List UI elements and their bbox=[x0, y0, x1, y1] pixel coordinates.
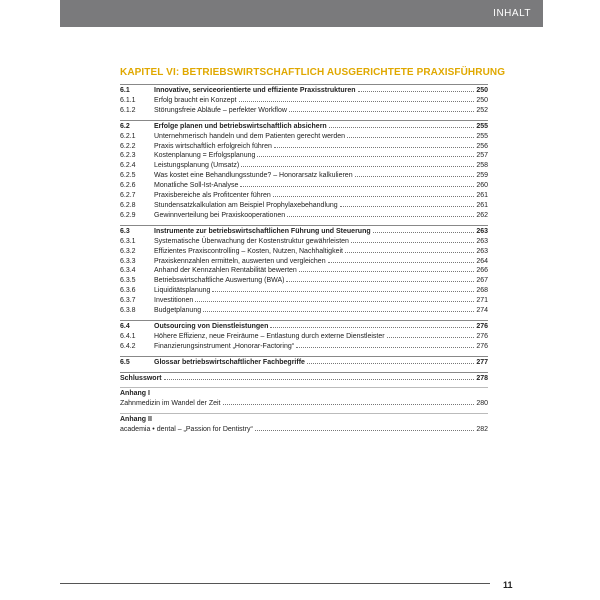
toc-number: 6.2.3 bbox=[120, 152, 136, 160]
toc-page: 271 bbox=[476, 297, 488, 305]
dot-leader bbox=[273, 196, 475, 197]
toc-section-heading bbox=[120, 122, 488, 132]
toc-title: Störungsfreie Abläufe – perfekter Workflow bbox=[154, 106, 287, 114]
dot-leader bbox=[257, 156, 474, 157]
dot-leader bbox=[296, 347, 474, 348]
appendix-title: Anhang I bbox=[120, 390, 150, 398]
toc-section-heading bbox=[120, 322, 488, 332]
toc-page: 250 bbox=[476, 96, 488, 104]
toc-number: 6.3.5 bbox=[120, 277, 136, 285]
toc-number: 6.4.2 bbox=[120, 342, 136, 350]
toc-entry bbox=[120, 247, 488, 257]
toc-title: Kostenplanung = Erfolgsplanung bbox=[154, 152, 256, 160]
toc-number: 6.2.6 bbox=[120, 182, 136, 190]
header-label: INHALT bbox=[493, 8, 531, 19]
toc-page: 267 bbox=[476, 277, 488, 285]
page-number: 11 bbox=[503, 580, 513, 590]
toc-section bbox=[120, 120, 488, 225]
toc-number: 6.2.4 bbox=[120, 162, 136, 170]
toc-number: 6.2.8 bbox=[120, 201, 136, 209]
dot-leader bbox=[164, 379, 475, 380]
dot-leader bbox=[212, 291, 474, 292]
dot-leader bbox=[270, 327, 474, 328]
toc-section-heading bbox=[120, 86, 488, 96]
toc-page: 260 bbox=[476, 182, 488, 190]
dot-leader bbox=[239, 101, 475, 102]
toc-page: 255 bbox=[476, 122, 488, 130]
toc-number: 6.3.6 bbox=[120, 287, 136, 295]
toc-entry bbox=[120, 257, 488, 267]
toc-title: Stundensatzkalkulation am Beispiel Prophylaxebehandlung bbox=[154, 201, 338, 209]
toc-appendix bbox=[120, 413, 488, 439]
toc-closing bbox=[120, 372, 488, 388]
toc-title: Gewinnverteilung bei Praxiskooperationen bbox=[154, 211, 286, 219]
toc-page: 277 bbox=[476, 358, 488, 366]
dot-leader bbox=[355, 176, 475, 177]
dot-leader bbox=[274, 147, 474, 148]
toc-number: 6.3.4 bbox=[120, 267, 136, 275]
toc-title: Anhand der Kennzahlen Rentabilität bewerten bbox=[154, 267, 297, 275]
toc-number: 6.2.2 bbox=[120, 142, 136, 150]
toc-title: Höhere Effizienz, neue Freiräume – Entlastung durch externe Dienstleister bbox=[154, 332, 385, 340]
toc-entry bbox=[120, 161, 488, 171]
toc-entry bbox=[120, 181, 488, 191]
chapter-title: KAPITEL VI: BETRIEBSWIRTSCHAFTLICH AUSGERICHTETE PRAXISFÜHRUNG bbox=[120, 67, 506, 78]
toc-number: 6.2.1 bbox=[120, 132, 136, 140]
toc-page: 274 bbox=[476, 307, 488, 315]
toc-page: 250 bbox=[476, 87, 488, 94]
toc-title: Liquiditätsplanung bbox=[154, 287, 211, 295]
dot-leader bbox=[328, 262, 475, 263]
toc-entry bbox=[120, 191, 488, 201]
toc-page: 256 bbox=[476, 142, 488, 150]
toc-title: academia • dental – „Passion for Dentistry“ bbox=[120, 426, 253, 434]
toc-page: 264 bbox=[476, 257, 488, 265]
dot-leader bbox=[203, 311, 474, 312]
dot-leader bbox=[241, 166, 474, 167]
toc-entry bbox=[120, 266, 488, 276]
appendix-title: Anhang II bbox=[120, 416, 152, 424]
toc-page: 255 bbox=[476, 132, 488, 140]
toc-section bbox=[120, 225, 488, 320]
toc-number: 6.3.1 bbox=[120, 237, 136, 245]
toc-title: Erfolge planen und betriebswirtschaftlich absichern bbox=[154, 122, 327, 130]
table-of-contents bbox=[120, 84, 488, 439]
toc-title: Effizientes Praxiscontrolling – Kosten, Nutzen, Nachhaltigkeit bbox=[154, 247, 343, 255]
toc-section-heading bbox=[120, 358, 488, 368]
toc-page: 276 bbox=[476, 322, 488, 330]
toc-entry bbox=[120, 296, 488, 306]
toc-number: 6.1.2 bbox=[120, 106, 136, 114]
toc-closing-row bbox=[120, 374, 488, 384]
dot-leader bbox=[289, 111, 474, 112]
toc-title: Praxiskennzahlen ermitteln, auswerten und vergleichen bbox=[154, 257, 326, 265]
toc-title: Glossar betriebswirtschaftlicher Fachbegriffe bbox=[154, 358, 305, 366]
dot-leader bbox=[240, 186, 474, 187]
toc-page: 268 bbox=[476, 287, 488, 295]
toc-section-heading bbox=[120, 227, 488, 237]
toc-title: Finanzierungsinstrument „Honorar-Factoring“ bbox=[154, 342, 295, 350]
toc-appendix bbox=[120, 387, 488, 413]
toc-entry bbox=[120, 276, 488, 286]
toc-number: 6.1 bbox=[120, 87, 130, 94]
toc-number: 6.3.8 bbox=[120, 307, 136, 315]
toc-section bbox=[120, 84, 488, 120]
appendix-entry bbox=[120, 425, 488, 435]
header-bar bbox=[60, 0, 543, 27]
toc-title: Monatliche Soll-Ist-Analyse bbox=[154, 182, 239, 190]
toc-entry bbox=[120, 211, 488, 221]
toc-entry bbox=[120, 286, 488, 296]
toc-number: 6.2 bbox=[120, 122, 130, 130]
toc-page: 259 bbox=[476, 172, 488, 180]
toc-page: 278 bbox=[476, 374, 488, 382]
toc-entry bbox=[120, 151, 488, 161]
dot-leader bbox=[255, 430, 475, 431]
dot-leader bbox=[223, 404, 475, 405]
toc-title: Instrumente zur betriebswirtschaftlichen Führung und Steuerung bbox=[154, 227, 371, 235]
toc-page: 276 bbox=[476, 332, 488, 340]
toc-page: 261 bbox=[476, 192, 488, 200]
toc-title: Betriebswirtschaftliche Auswertung (BWA) bbox=[154, 277, 285, 285]
dot-leader bbox=[299, 271, 474, 272]
toc-number: 6.5 bbox=[120, 358, 130, 366]
toc-section bbox=[120, 356, 488, 372]
toc-entry bbox=[120, 342, 488, 352]
toc-page: 276 bbox=[476, 342, 488, 350]
toc-number: 6.3 bbox=[120, 227, 130, 235]
toc-section bbox=[120, 320, 488, 356]
toc-title: Investitionen bbox=[154, 297, 194, 305]
toc-entry bbox=[120, 132, 488, 142]
toc-page: 280 bbox=[476, 400, 488, 408]
toc-number: 6.1.1 bbox=[120, 96, 136, 104]
toc-page: 258 bbox=[476, 162, 488, 170]
toc-page: 263 bbox=[476, 237, 488, 245]
toc-page: 263 bbox=[476, 247, 488, 255]
dot-leader bbox=[195, 301, 474, 302]
toc-number: 6.2.5 bbox=[120, 172, 136, 180]
toc-number: 6.2.9 bbox=[120, 211, 136, 219]
toc-entry bbox=[120, 306, 488, 316]
toc-entry bbox=[120, 142, 488, 152]
toc-title: Schlusswort bbox=[120, 374, 162, 382]
dot-leader bbox=[329, 127, 475, 128]
toc-entry bbox=[120, 332, 488, 342]
dot-leader bbox=[373, 232, 475, 233]
toc-number: 6.4.1 bbox=[120, 332, 136, 340]
toc-title: Unternehmerisch handeln und dem Patienten gerecht werden bbox=[154, 132, 346, 140]
toc-entry bbox=[120, 96, 488, 106]
toc-title: Innovative, serviceorientierte und effiziente Praxisstrukturen bbox=[154, 87, 356, 94]
toc-page: 282 bbox=[476, 426, 488, 434]
footer-divider bbox=[60, 583, 490, 584]
toc-number: 6.4 bbox=[120, 322, 130, 330]
dot-leader bbox=[345, 252, 474, 253]
toc-page: 266 bbox=[476, 267, 488, 275]
toc-page: 263 bbox=[476, 227, 488, 235]
dot-leader bbox=[347, 137, 474, 138]
toc-number: 6.3.3 bbox=[120, 257, 136, 265]
toc-title: Leistungsplanung (Umsatz) bbox=[154, 162, 240, 170]
toc-page: 261 bbox=[476, 201, 488, 209]
toc-entry bbox=[120, 237, 488, 247]
toc-title: Outsourcing von Dienstleistungen bbox=[154, 322, 269, 330]
toc-page: 262 bbox=[476, 211, 488, 219]
toc-number: 6.3.2 bbox=[120, 247, 136, 255]
dot-leader bbox=[307, 363, 474, 364]
toc-title: Zahnmedizin im Wandel der Zeit bbox=[120, 400, 221, 408]
toc-title: Systematische Überwachung der Kostenstruktur gewährleisten bbox=[154, 237, 349, 245]
toc-title: Praxisbereiche als Profitcenter führen bbox=[154, 192, 271, 200]
toc-page: 257 bbox=[476, 152, 488, 160]
toc-entry bbox=[120, 106, 488, 116]
toc-entry bbox=[120, 171, 488, 181]
toc-title: Was kostet eine Behandlungsstunde? – Honorarsatz kalkulieren bbox=[154, 172, 353, 180]
dot-leader bbox=[351, 242, 474, 243]
dot-leader bbox=[287, 216, 474, 217]
toc-entry bbox=[120, 201, 488, 211]
appendix-entry bbox=[120, 399, 488, 409]
toc-number: 6.3.7 bbox=[120, 297, 136, 305]
dot-leader bbox=[340, 206, 475, 207]
toc-title: Erfolg braucht ein Konzept bbox=[154, 96, 237, 104]
toc-title: Budgetplanung bbox=[154, 307, 202, 315]
dot-leader bbox=[286, 281, 474, 282]
dot-leader bbox=[358, 91, 475, 92]
dot-leader bbox=[387, 337, 475, 338]
toc-title: Praxis wirtschaftlich erfolgreich führen bbox=[154, 142, 272, 150]
toc-page: 252 bbox=[476, 106, 488, 114]
toc-number: 6.2.7 bbox=[120, 192, 136, 200]
